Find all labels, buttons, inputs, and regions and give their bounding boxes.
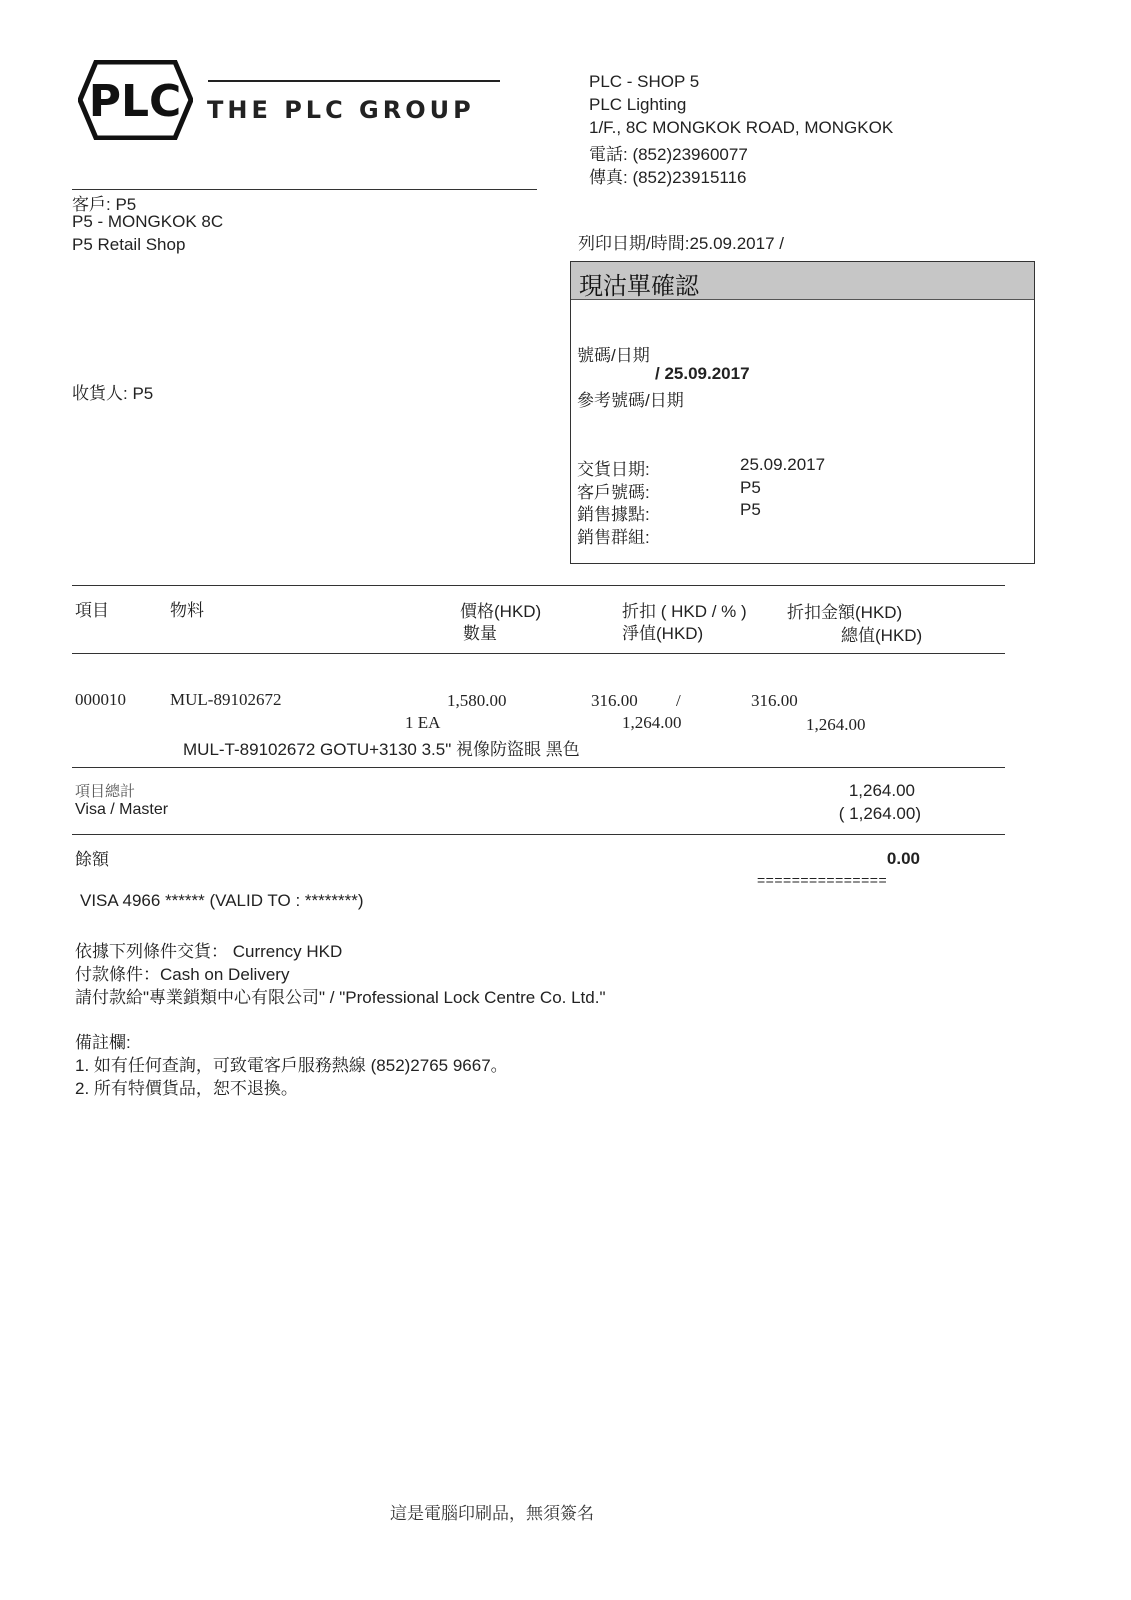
table-top-rule bbox=[72, 585, 1005, 586]
payment-method: Visa / Master bbox=[75, 801, 169, 818]
row-price: 1,580.00 bbox=[447, 691, 507, 710]
payee-line: 請付款給"專業鎖類中心有限公司" / "Professional Lock Centre Co. Ltd." bbox=[75, 988, 606, 1007]
group-name: THE PLC GROUP bbox=[207, 96, 475, 124]
row-discount-separator: / bbox=[676, 691, 681, 710]
payment-amount: ( 1,264.00) bbox=[838, 804, 921, 823]
shop-fax: 傳真: (852)23915116 bbox=[589, 168, 747, 187]
footer-note: 這是電腦印刷品，無須簽名 bbox=[390, 1504, 594, 1523]
customer-location: P5 - MONGKOK 8C bbox=[72, 212, 224, 231]
row-total: 1,264.00 bbox=[806, 715, 866, 734]
logo-rule bbox=[208, 80, 500, 82]
col-material: 物料 bbox=[170, 601, 204, 620]
sales-point-label: 銷售據點: bbox=[577, 505, 650, 524]
col-net: 淨值(HKD) bbox=[622, 624, 704, 643]
table-header-rule bbox=[72, 653, 1005, 654]
balance-label: 餘額 bbox=[75, 850, 109, 869]
number-date-value: / 25.09.2017 bbox=[655, 364, 750, 383]
number-date-label: 號碼/日期 bbox=[577, 346, 650, 365]
row-qty: 1 EA bbox=[405, 713, 441, 732]
row-item-number: 000010 bbox=[75, 690, 126, 709]
reference-label: 參考號碼/日期 bbox=[577, 391, 684, 410]
card-info: VISA 4966 ****** (VALID TO : ********) bbox=[80, 891, 364, 910]
plc-logo bbox=[78, 60, 193, 145]
totals-rule bbox=[72, 834, 1005, 835]
customer-code: 客戶: P5 bbox=[72, 195, 137, 214]
col-qty: 數量 bbox=[463, 624, 497, 643]
shop-phone: 電話: (852)23960077 bbox=[589, 145, 748, 164]
print-datetime: 列印日期/時間:25.09.2017 / bbox=[578, 234, 784, 253]
customer-shop-type: P5 Retail Shop bbox=[72, 235, 186, 254]
col-discount: 折扣 ( HKD / % ) bbox=[622, 602, 747, 621]
row-bottom-rule bbox=[72, 767, 1005, 768]
confirmation-header bbox=[571, 262, 1034, 300]
col-discount-amount: 折扣金額(HKD) bbox=[787, 603, 903, 622]
confirmation-title: 現沽單確認 bbox=[579, 273, 699, 300]
shop-address: 1/F., 8C MONGKOK ROAD, MONGKOK bbox=[589, 118, 894, 137]
payment-terms: 付款條件：Cash on Delivery bbox=[75, 965, 290, 984]
balance-value: 0.00 bbox=[886, 849, 920, 868]
subtotal-value: 1,264.00 bbox=[848, 781, 915, 800]
subtotal-label: 項目總計 bbox=[75, 783, 136, 800]
sales-point-value: P5 bbox=[740, 500, 761, 519]
row-net: 1,264.00 bbox=[622, 713, 682, 732]
shop-subtitle: PLC Lighting bbox=[589, 95, 687, 114]
customer-rule bbox=[72, 189, 537, 190]
delivery-date-value: 25.09.2017 bbox=[740, 455, 826, 474]
delivery-date-label: 交貨日期: bbox=[577, 460, 650, 479]
col-total: 總值(HKD) bbox=[841, 626, 923, 645]
col-price: 價格(HKD) bbox=[460, 602, 542, 621]
delivery-terms: 依據下列條件交貨： Currency HKD bbox=[75, 942, 343, 961]
row-discount-amount: 316.00 bbox=[751, 691, 798, 710]
row-material: MUL-89102672 bbox=[170, 690, 282, 709]
shop-name: PLC - SHOP 5 bbox=[589, 72, 700, 91]
logo-lettering: PLC bbox=[88, 76, 182, 127]
consignee: 收貨人: P5 bbox=[72, 384, 154, 403]
confirmation-box bbox=[570, 261, 1035, 564]
sales-group-label: 銷售群組: bbox=[577, 528, 650, 547]
row-discount: 316.00 bbox=[591, 691, 638, 710]
balance-underline: =============== bbox=[757, 872, 888, 888]
customer-number-value: P5 bbox=[740, 478, 761, 497]
remark-item: 2. 所有特價貨品，恕不退換。 bbox=[75, 1079, 298, 1098]
customer-number-label: 客戶號碼: bbox=[577, 483, 650, 502]
remark-item: 1. 如有任何查詢，可致電客戶服務熱線 (852)2765 9667。 bbox=[75, 1056, 508, 1075]
remarks-label: 備註欄: bbox=[75, 1033, 131, 1052]
row-description: MUL-T-89102672 GOTU+3130 3.5" 視像防盜眼 黑色 bbox=[183, 740, 580, 759]
col-item: 項目 bbox=[75, 601, 109, 620]
